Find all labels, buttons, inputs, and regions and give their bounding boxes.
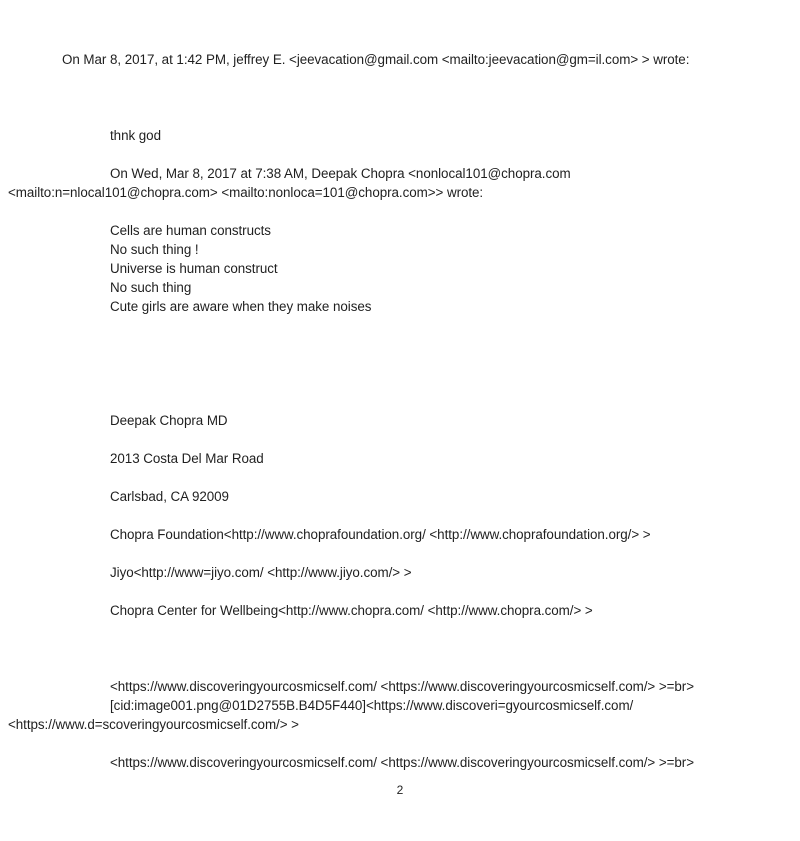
page-number: 2 [396,783,404,797]
email-text-line: Chopra Foundation<http://www.choprafoundation.org/ <http://www.choprafoundation.org/> > [110,527,651,542]
email-text-line: Universe is human construct [110,261,278,276]
email-text-line: <https://www.discoveringyourcosmicself.com/ <https://www.discoveringyourcosmicself.com/> >=br> [110,679,694,694]
email-text-line: Chopra Center for Wellbeing<http://www.chopra.com/ <http://www.chopra.com/> > [110,603,593,618]
email-text-line: <https://www.discoveringyourcosmicself.com/ <https://www.discoveringyourcosmicself.com/> >=br> [110,755,694,770]
email-text-line: Jiyo<http://www=jiyo.com/ <http://www.jiyo.com/> > [110,565,412,580]
email-text-line: [cid:image001.png@01D2755B.B4D5F440]<https://www.discoveri=gyourcosmicself.com/ [110,698,634,713]
email-text-line: 2013 Costa Del Mar Road [110,451,264,466]
email-text-line: Cells are human constructs [110,223,271,238]
email-text-line: No such thing ! [110,242,199,257]
email-text-line: No such thing [110,280,192,295]
email-text-line: On Wed, Mar 8, 2017 at 7:38 AM, Deepak Chopra <nonlocal101@chopra.com [110,166,571,181]
email-text-line: <https://www.d=scoveringyourcosmicself.com/> > [8,717,299,732]
email-text-line: <mailto:n=nlocal101@chopra.com> <mailto:nonloca=101@chopra.com>> wrote: [8,185,484,200]
email-text-line: On Mar 8, 2017, at 1:42 PM, jeffrey E. <jeevacation@gmail.com <mailto:jeevacation@gm=il.com> > wrote: [62,52,690,67]
email-text-line: Cute girls are aware when they make noises [110,299,372,314]
email-text-line: Deepak Chopra MD [110,413,228,428]
email-text-line: Carlsbad, CA 92009 [110,489,229,504]
email-text-line: thnk god [110,128,161,143]
